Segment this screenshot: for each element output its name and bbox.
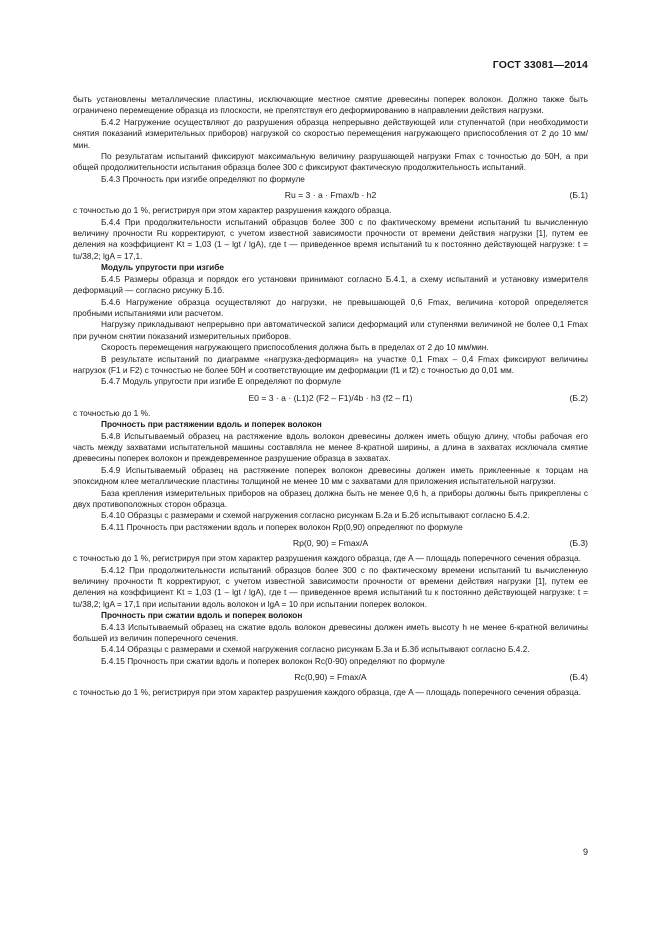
formula-b-3 — [73, 533, 588, 553]
page-number: 9 — [582, 846, 588, 857]
paragraph-b-4-11: Б.4.11 Прочность при растяжении вдоль и поперек волокон Rp(0,90) определяют по формуле — [101, 521, 463, 532]
page-body — [73, 94, 588, 699]
formula-expression: E0 = 3 · a · (L1)2 (F2 – F1)/4b · h3 (f2 – f1) — [248, 392, 413, 403]
section-heading-modulus: Модуль упругости при изгибе — [101, 262, 225, 273]
paragraph-b-4-3: Б.4.3 Прочность при изгибе определяют по формуле — [101, 173, 305, 184]
standard-header: ГОСТ 33081—2014 — [492, 59, 588, 71]
paragraph-accuracy-short: с точностью до 1 %. — [73, 407, 151, 418]
paragraph-b-4-5: Б.4.5 Размеры образца и порядок его установки принимают согласно Б.4.1, а схему испытаний и установку измерителя деформаций — согласно рисунку Б.1б. — [73, 273, 588, 296]
paragraph-accuracy-area-final: с точностью до 1 %, регистрируя при этом характер разрушения каждого образца, где A — площадь поперечного сечения образца. — [73, 687, 581, 698]
paragraph-gauge-base: База крепления измерительных приборов на образец должна быть не менее 0,6 h, а приборы должны быть прикреплены с двух противоположных сторон образца. — [73, 487, 588, 509]
paragraph-b-4-8: Б.4.8 Испытываемый образец на растяжение вдоль волокон древесины должен иметь общую длину, чтобы рабочая его часть между захватами испытательной машины составляла не менее 8-кратной ширины, а длина в захватах исключала смятие древесины поперек волокон и преждевременное разрушение образца в захватах. — [73, 430, 588, 464]
paragraph-diagram: В результате испытаний по диаграмме «нагрузка-деформация» на участке 0,1 Fmax – 0,4 Fmax фиксируют величины нагрузок (F1 и F2) с точностью не более 50Н и соответствующие им деформации (f1 и f2) с точностью до 0,01 мм. — [73, 353, 588, 375]
section-heading-tension: Прочность при растяжении вдоль и поперек волокон — [101, 419, 322, 430]
formula-b-1 — [73, 185, 588, 205]
paragraph-b-4-6: Б.4.6 Нагружение образца осуществляют до нагрузки, не превышающей 0,6 Fmax, величина которой определяется пробными испытаниями или расчетом. — [73, 296, 588, 318]
formula-number: (Б.4) — [569, 672, 588, 683]
paragraph-speed: Скорость перемещения нагружающего приспособления должна быть в пределах от 2 до 10 мм/мин. — [101, 342, 489, 353]
paragraph-accuracy: с точностью до 1 %, регистрируя при этом характер разрушения каждого образца. — [73, 205, 392, 216]
paragraph-b-4-2: Б.4.2 Нагружение осуществляют до разрушения образца непрерывно действующей или ступенчатой (при необходимости снятия показаний измерительных приборов) нагрузкой со скоростью перемещения нагружающего приспособления от 2 до 10 мм/мин. — [73, 116, 588, 150]
paragraph-b-4-4: Б.4.4 При продолжительности испытаний образцов более 300 с по фактическому времени испытаний tu вычисленную величину прочности Ru корректируют, с учетом известной зависимости прочности от времени действия нагрузки [1], путем ее деления на коэффициент Kt = 1,03 (1 – lgt / lgA), где t — приведенное время испытаний tu к постоянно действующей нагрузке: t = tu/38,2; lgA = 17,1. — [73, 216, 588, 261]
paragraph-fmax-record: По результатам испытаний фиксируют максимальную величину разрушающей нагрузки Fmax с точностью до 50Н, а при общей продолжительности испытания образца более 300 с фиксируют фактическую продолжительность испытаний. — [73, 151, 588, 173]
paragraph-load-steps: Нагрузку прикладывают непрерывно при автоматической записи деформаций или ступенями величиной не более 0,1 Fmax при ручном снятии показаний измерительных приборов. — [73, 319, 588, 341]
formula-expression: Ru = 3 · a · Fmax/b · h2 — [284, 190, 377, 201]
paragraph-accuracy-area: с точностью до 1 %, регистрируя при этом характер разрушения каждого образца, где A — площадь поперечного сечения образца. — [73, 553, 581, 564]
paragraph-b-4-9: Б.4.9 Испытываемый образец на растяжение поперек волокон древесины должен иметь приклеенные к торцам на эпоксидном клее металлические пластины толщиной не менее 10 мм с захватами для приложения испытательной нагрузки. — [73, 464, 588, 487]
paragraph-b-4-15: Б.4.15 Прочность при сжатии вдоль и поперек волокон Rc(0-90) определяют по формуле — [101, 655, 445, 666]
paragraph-b-4-14: Б.4.14 Образцы с размерами и схемой нагружения согласно рисункам Б.3а и Б.3б испытывают согласно Б.4.2. — [101, 644, 530, 655]
formula-number: (Б.3) — [569, 538, 588, 549]
paragraph-b-4-7: Б.4.7 Модуль упругости при изгибе E определяют по формуле — [101, 376, 342, 387]
section-heading-compression: Прочность при сжатии вдоль и поперек волокон — [101, 610, 303, 621]
formula-number: (Б.2) — [569, 392, 588, 403]
formula-b-2 — [73, 388, 588, 408]
formula-number: (Б.1) — [569, 190, 588, 201]
paragraph-intro: быть установлены металлические пластины, исключающие местное смятие древесины поперек волокон. Должно также быть ограничено перемещение образца из плоскости, не препятствуя его деформированию в направлении действия нагрузки. — [73, 94, 588, 116]
paragraph-b-4-13: Б.4.13 Испытываемый образец на сжатие вдоль волокон древесины должен иметь высоту h не менее 6-кратной величины большей из величин поперечного сечения. — [73, 621, 588, 644]
formula-expression: Rp(0, 90) = Fmax/A — [292, 538, 369, 549]
formula-expression: Rc(0,90) = Fmax/A — [294, 672, 367, 683]
paragraph-b-4-12: Б.4.12 При продолжительности испытаний образцов более 300 с по фактическому времени испытаний tu вычисленную величину прочности ft корректируют, с учетом известной зависимости прочности от времени действия нагрузки [1], путем ее деления на коэффициент Kt = 1,03 (1 – lgt / lgA), где t — приведенное время испытаний tu к постоянно действующей нагрузке: t = tu/38,2; lgA = 17,1 при испытании вдоль волокон и lgA = 10 при испытании поперек волокон. — [73, 564, 588, 609]
paragraph-b-4-10: Б.4.10 Образцы с размерами и схемой нагружения согласно рисункам Б.2а и Б.2б испытывают согласно Б.4.2. — [101, 510, 530, 521]
formula-b-4 — [73, 667, 588, 687]
